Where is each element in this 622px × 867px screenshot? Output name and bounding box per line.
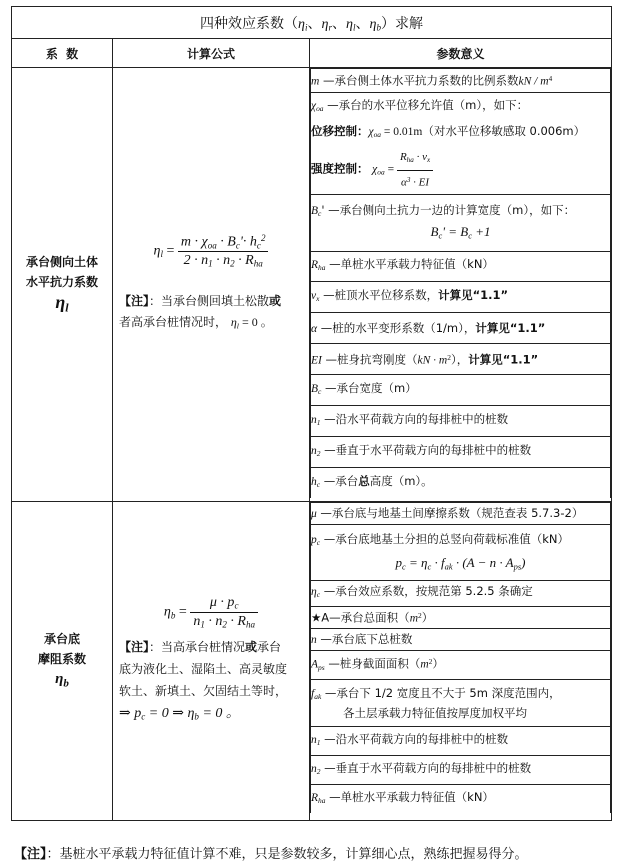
param-n1-b: $n_1$ —沿水平荷载方向的每排桩中的桩数 (311, 727, 611, 756)
formula-cell-lateral (113, 68, 310, 502)
param-n: n —承台底下总桩数 (311, 629, 611, 651)
coef-name-lateral: 承台侧向土体 水平抗力系数 ηl (12, 68, 113, 502)
params-cell-lateral (310, 68, 612, 502)
note-lateral: 【注】：当承台侧回填土松散或 者高承台桩情况时， $\eta_l = 0$ 。 (119, 294, 282, 331)
coefficient-table (11, 6, 612, 821)
param-chi-oa: $\chi_{oa}$ —承台的水平位移允许值（m），如下： 位移控制：$\chi_{oa} = 0.01m$（对水平位移敏感取 0.006m） 强度控制： $\chi_{oa}$ = $\frac{R_{ha} \cdot v_x}{\alpha^3 \cdot EI}$ (311, 93, 611, 195)
param-a: ★A—承台总面积$(m^2)$ (311, 607, 611, 629)
param-alpha: α —桩的水平变形系数（1/m），计算见“1.1” (311, 313, 611, 344)
param-eta-c: $\eta_c$ —承台效应系数，按规范第 5.2.5 条确定 (311, 581, 611, 607)
note-friction: 【注】：当高承台桩情况或承台 底为液化土、湿陷土、高灵敏度 软土、新填土、欠固结土等时， ⇒ $p_c = 0$ ⇒ $\eta_b = 0$ 。 (119, 639, 288, 722)
header-row (12, 39, 612, 68)
params-list-friction (310, 502, 611, 813)
formula-cell-friction (113, 502, 310, 821)
params-cell-friction (310, 502, 612, 821)
param-bc-prime: $B_c'$ —承台侧向土抗力一边的计算宽度（m），如下： $B_c' = B_c +1$ (311, 195, 611, 252)
section-base-friction (12, 502, 612, 821)
header-coefficient: 系 数 (12, 39, 113, 68)
param-aps: $A_{ps}$ —桩身截面面积$(m^2)$ (311, 651, 611, 680)
formula-eta-l: $\eta_l$ = $\frac{m \cdot \chi_{oa} \cdot B_c'\cdot h_c^2}{2 \cdot n_1 \cdot n_2 \cdot R_{ha}}$ (113, 233, 309, 270)
param-rha-b: $R_{ha}$ —单桩水平承载力特征值（kN） (311, 785, 611, 813)
param-pc: $p_c$ —承台底地基土分担的总竖向荷载标准值（kN） $p_c = \eta_c \cdot f_{ak} \cdot (A - n \cdot A_{ps})$ (311, 525, 611, 581)
param-bc: $B_c$ —承台宽度（m） (311, 375, 611, 406)
table-title: 四种效应系数（$\eta_i$、$\eta_r$、$\eta_l$、$\eta_b$）求解 (12, 7, 612, 39)
formula-eta-b: $\eta_b$ = $\frac{\mu \cdot p_c}{n_1 \cdot n_2 \cdot R_{ha}}$ (113, 595, 309, 630)
param-fak: $f_{ak}$ —承台下 1/2 宽度且不大于 5m 深度范围内， 各土层承载力特征值按厚度加权平均 (311, 680, 611, 727)
param-n1: $n_1$ —沿水平荷载方向的每排桩中的桩数 (311, 406, 611, 437)
param-mu: μ —承台底与地基土间摩擦系数（规范查表 5.7.3-2） (311, 503, 611, 525)
document (11, 6, 611, 821)
param-n2-b: $n_2$ —垂直于水平荷载方向的每排桩中的桩数 (311, 756, 611, 785)
param-hc: $h_c$ —承台总高度（m）。 (311, 468, 611, 498)
coef-name-friction: 承台底 摩阻系数 ηb (12, 502, 113, 821)
param-rha: $R_{ha}$ —单桩水平承载力特征值（kN） (311, 252, 611, 282)
param-vx: $v_x$ —桩顶水平位移系数，计算见“1.1” (311, 282, 611, 313)
header-meaning: 参数意义 (310, 39, 612, 68)
params-list-lateral (310, 68, 611, 498)
header-formula: 计算公式 (113, 39, 310, 68)
footer-note: 【注】：基桩水平承载力特征值计算不难，只是参数较多，计算细心点，熟练把握易得分。 (14, 847, 528, 862)
section-lateral-resistance (12, 68, 612, 502)
param-n2: $n_2$ —垂直于水平荷载方向的每排桩中的桩数 (311, 437, 611, 468)
param-m: m —承台侧土体水平抗力系数的比例系数kN / $m^4$ (311, 69, 611, 93)
param-ei: EI —桩身抗弯刚度$(kN \cdot m^2)$，计算见“1.1” (311, 344, 611, 375)
